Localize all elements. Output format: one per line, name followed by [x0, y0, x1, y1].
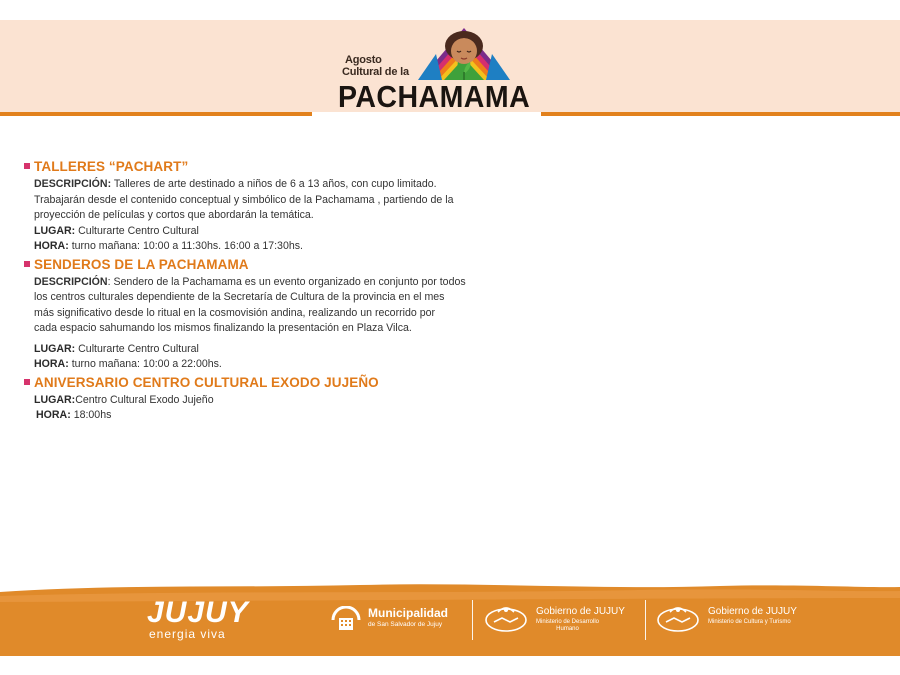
event-hora: [36, 408, 512, 424]
description-line: : Sendero de la Pachamama es un evento organizado en conjunto por todos: [107, 275, 466, 288]
description-line: Trabajarán desde el contenido conceptual y simbólico de la Pachamama , partiendo de la: [34, 193, 454, 206]
gobierno-crest-icon: [656, 604, 700, 634]
event-senderos: [22, 255, 512, 373]
gobierno-ministerio: [536, 619, 599, 633]
pachamama-illustration-icon: [416, 24, 512, 86]
gobierno-name: Gobierno de JUJUY: [536, 606, 625, 617]
event-description: [34, 275, 512, 337]
hora-label: HORA:: [36, 409, 71, 421]
description-line: proyección de películas y cortos que abordarán la temática.: [34, 209, 314, 221]
pachamama-logo: [338, 24, 531, 116]
footer-brush-background: [0, 578, 900, 656]
municipalidad-name: Municipalidad: [368, 606, 449, 620]
lugar-value: Culturarte Centro Cultural: [78, 224, 199, 237]
municipalidad-logo-icon: [330, 606, 362, 634]
event-lugar: [34, 393, 512, 409]
event-talleres: [22, 157, 512, 255]
brand-name: JUJUY: [147, 596, 249, 629]
hora-value: 18:00hs: [73, 409, 112, 421]
description-line: cada espacio sahumando los mismos finalizando la presentación en Plaza Vilca.: [34, 322, 412, 334]
bullet-icon: [24, 163, 30, 169]
ministerio-line: Humano: [556, 626, 579, 632]
hora-value: turno mañana: 10:00 a 22:00hs.: [71, 358, 222, 370]
lugar-label: LUGAR:: [34, 342, 76, 355]
description-label: DESCRIPCIÓN: [34, 275, 108, 288]
event-description: [34, 177, 512, 224]
hora-label: HORA:: [34, 358, 69, 370]
event-lugar: [34, 224, 512, 240]
gobierno-crest-icon: [484, 604, 528, 634]
gobierno-name: Gobierno de JUJUY: [708, 606, 797, 617]
event-aniversario: [22, 373, 512, 424]
description-line: más significativo desde lo ritual en la cosmovisión andina, realizando un recorrido por: [34, 306, 436, 319]
logo-subtitle: [342, 54, 409, 78]
event-title: ANIVERSARIO CENTRO CULTURAL EXODO JUJEÑO: [34, 374, 379, 390]
hora-label: HORA:: [34, 240, 69, 252]
description-label: DESCRIPCIÓN:: [34, 178, 112, 190]
footer-divider: [472, 600, 473, 640]
event-title: TALLERES “PACHART”: [34, 159, 189, 174]
description-line: Talleres de arte destinado a niños de 6 a 13 años, con cupo limitado.: [113, 178, 437, 190]
event-lugar: [34, 342, 512, 358]
municipalidad-sub: de San Salvador de Jujuy: [368, 621, 443, 628]
lugar-label: LUGAR:: [34, 224, 76, 237]
hora-value: turno mañana: 10:00 a 11:30hs. 16:00 a 17:30hs.: [71, 240, 303, 252]
event-title: SENDEROS DE LA PACHAMAMA: [34, 256, 249, 272]
logo-line-1: Agosto: [345, 54, 382, 66]
description-line: los centros culturales dependiente de la Secretaría de Cultura de la provincia en el mes: [34, 291, 445, 303]
event-hora: [34, 239, 512, 255]
event-hora: [34, 357, 512, 373]
footer-divider: [645, 600, 646, 640]
ministerio-line: Ministerio de Desarrollo: [536, 619, 600, 625]
footer-band: [0, 578, 900, 656]
header-rule-right: [541, 112, 900, 116]
header-rule-left: [0, 112, 312, 116]
lugar-value: Centro Cultural Exodo Jujeño: [75, 393, 214, 406]
lugar-label: LUGAR:: [34, 393, 76, 406]
brand-tagline: energia viva: [149, 627, 226, 641]
bullet-icon: [24, 261, 30, 267]
lugar-value: Culturarte Centro Cultural: [78, 342, 199, 355]
logo-title: PACHAMAMA: [338, 79, 531, 114]
events-list: [22, 157, 512, 424]
logo-line-2: Cultural de la: [342, 66, 409, 78]
gobierno-ministerio: Ministerio de Cultura y Turismo: [708, 619, 791, 625]
bullet-icon: [24, 379, 30, 385]
jujuy-brand-logo: [147, 598, 249, 640]
